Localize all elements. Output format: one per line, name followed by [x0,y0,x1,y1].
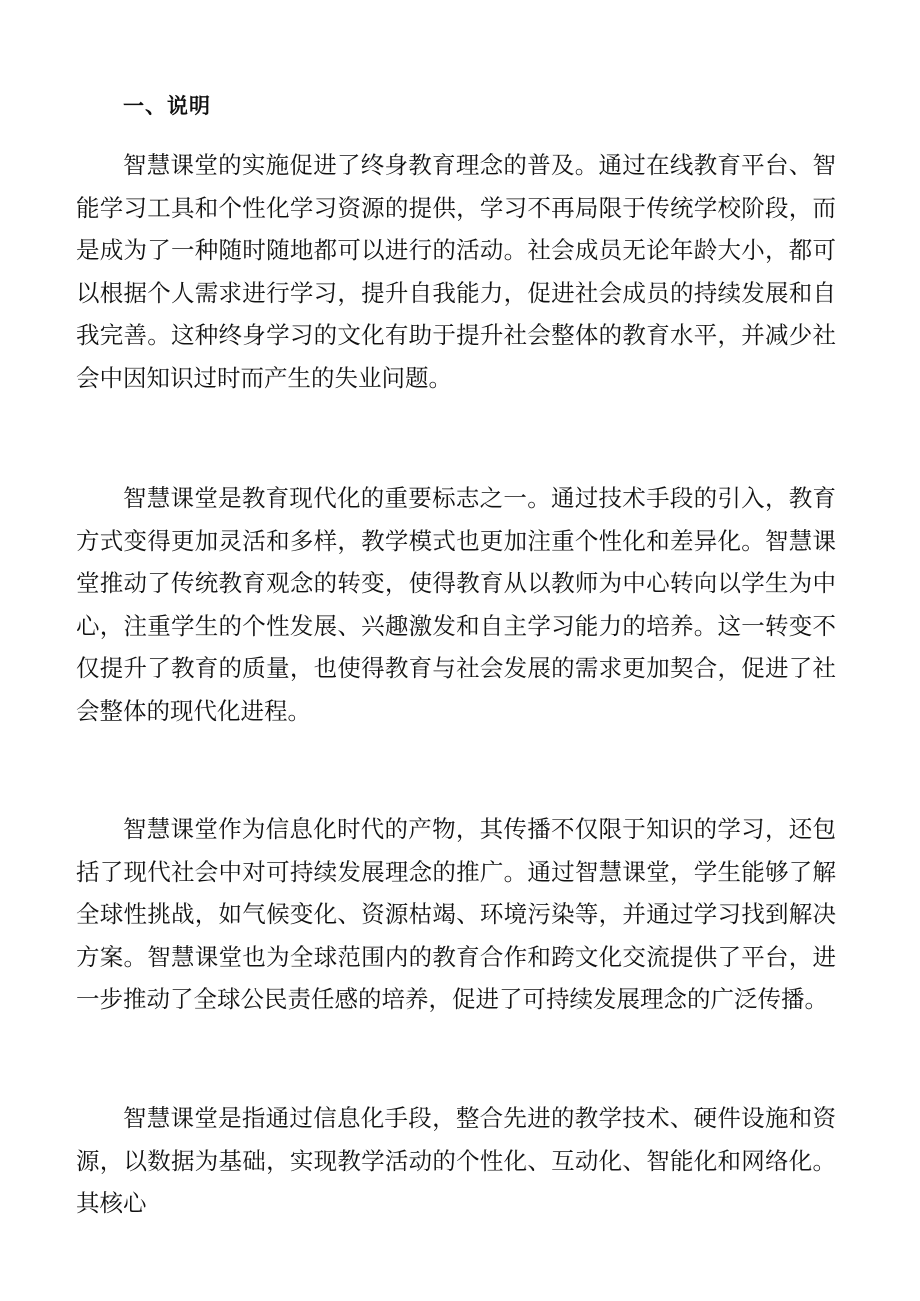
paragraph-sustainable-development: 智慧课堂作为信息化时代的产物，其传播不仅限于知识的学习，还包括了现代社会中对可持续发展理念的推广。通过智慧课堂，学生能够了解全球性挑战，如气候变化、资源枯竭、环境污染等，并通过学习找到解决方案。智慧课堂也为全球范围内的教育合作和跨文化交流提供了平台，进一步推动了全球公民责任感的培养，促进了可持续发展理念的广泛传播。 [76,815,836,1013]
paragraph-education-modernization: 智慧课堂是教育现代化的重要标志之一。通过技术手段的引入，教育方式变得更加灵活和多样，教学模式也更加注重个性化和差异化。智慧课堂推动了传统教育观念的转变，使得教育从以教师为中心转向以学生为中心，注重学生的个性发展、兴趣激发和自主学习能力的培养。这一转变不仅提升了教育的质量，也使得教育与社会发展的需求更加契合，促进了社会整体的现代化进程。 [76,484,836,725]
paragraph-lifelong-learning: 智慧课堂的实施促进了终身教育理念的普及。通过在线教育平台、智能学习工具和个性化学习资源的提供，学习不再局限于传统学校阶段，而是成为了一种随时随地都可以进行的活动。社会成员无论年龄大小，都可以根据个人需求进行学习，提升自我能力，促进社会成员的持续发展和自我完善。这种终身学习的文化有助于提升社会整体的教育水平，并减少社会中因知识过时而产生的失业问题。 [76,151,836,392]
paragraph-smart-classroom-definition: 智慧课堂是指通过信息化手段，整合先进的教学技术、硬件设施和资源，以数据为基础，实现教学活动的个性化、互动化、智能化和网络化。其核心 [76,1104,836,1217]
section-heading: 一、说明 [123,93,211,118]
